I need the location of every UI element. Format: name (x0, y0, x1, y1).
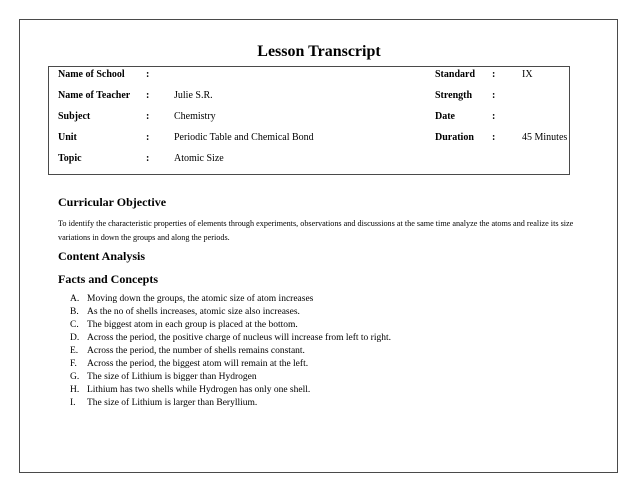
info-row-subject (49, 110, 569, 124)
info-label: Unit (58, 132, 77, 143)
info-row-teacher (49, 89, 569, 103)
info-value: Julie S.R. (174, 90, 213, 101)
list-letter: A. (70, 294, 80, 304)
info-colon: : (146, 153, 150, 164)
list-item-text: Across the period, the positive charge of nucleus will increase from left to right. (87, 333, 391, 343)
list-item (70, 306, 391, 319)
list-item (70, 358, 391, 371)
info-label: Topic (58, 153, 82, 164)
info-right-colon: : (492, 69, 496, 80)
list-letter: B. (70, 307, 79, 317)
list-item-text: The size of Lithium is bigger than Hydrogen (87, 372, 257, 382)
info-value: Atomic Size (174, 153, 224, 164)
list-item-text: Across the period, the biggest atom will remain at the left. (87, 359, 309, 369)
list-item-text: The biggest atom in each group is placed at the bottom. (87, 320, 298, 330)
list-letter: F. (70, 359, 77, 369)
info-row-unit (49, 131, 569, 145)
info-colon: : (146, 132, 150, 143)
info-right-label: Duration (435, 132, 474, 143)
list-item (70, 371, 391, 384)
info-right-colon: : (492, 90, 496, 101)
info-colon: : (146, 90, 150, 101)
list-letter: C. (70, 320, 79, 330)
info-right-colon: : (492, 132, 496, 143)
list-item-text: The size of Lithium is larger than Beryllium. (87, 398, 258, 408)
info-label: Name of Teacher (58, 90, 131, 101)
info-value: Periodic Table and Chemical Bond (174, 132, 314, 143)
curricular-objective-heading: Curricular Objective (58, 195, 167, 209)
list-item (70, 384, 391, 397)
list-item-text: As the no of shells increases, atomic size also increases. (87, 307, 300, 317)
info-right-label: Date (435, 111, 455, 122)
info-right-value: 45 Minutes (522, 132, 568, 143)
info-row-school (49, 68, 569, 82)
list-item (70, 345, 391, 358)
list-item-text: Moving down the groups, the atomic size of atom increases (87, 294, 314, 304)
page-title: Lesson Transcript (257, 43, 381, 60)
list-item-text: Lithium has two shells while Hydrogen has only one shell. (87, 385, 311, 395)
info-label: Name of School (58, 69, 125, 80)
info-colon: : (146, 69, 150, 80)
info-colon: : (146, 111, 150, 122)
info-row-topic (49, 152, 569, 166)
list-letter: G. (70, 372, 80, 382)
info-right-colon: : (492, 111, 496, 122)
list-letter: E. (70, 346, 79, 356)
info-label: Subject (58, 111, 91, 122)
list-item-text: Across the period, the number of shells remains constant. (87, 346, 305, 356)
facts-list (70, 293, 391, 410)
list-letter: H. (70, 385, 80, 395)
info-right-label: Strength (435, 90, 473, 101)
curricular-objective-text: To identify the characteristic properties of elements through experiments, observations and discussions at the same time analyze the atoms and realize its size variations in down the groups and along the periods. (58, 219, 574, 242)
facts-and-concepts-heading: Facts and Concepts (58, 272, 159, 286)
list-item (70, 397, 391, 410)
info-right-label: Standard (435, 69, 476, 80)
list-item (70, 293, 391, 306)
list-item (70, 319, 391, 332)
lesson-info-box (48, 66, 570, 175)
info-value: Chemistry (174, 111, 216, 122)
content-analysis-heading: Content Analysis (58, 249, 146, 263)
list-item (70, 332, 391, 345)
list-letter: I. (70, 398, 76, 408)
info-right-value: IX (522, 69, 533, 80)
list-letter: D. (70, 333, 80, 343)
